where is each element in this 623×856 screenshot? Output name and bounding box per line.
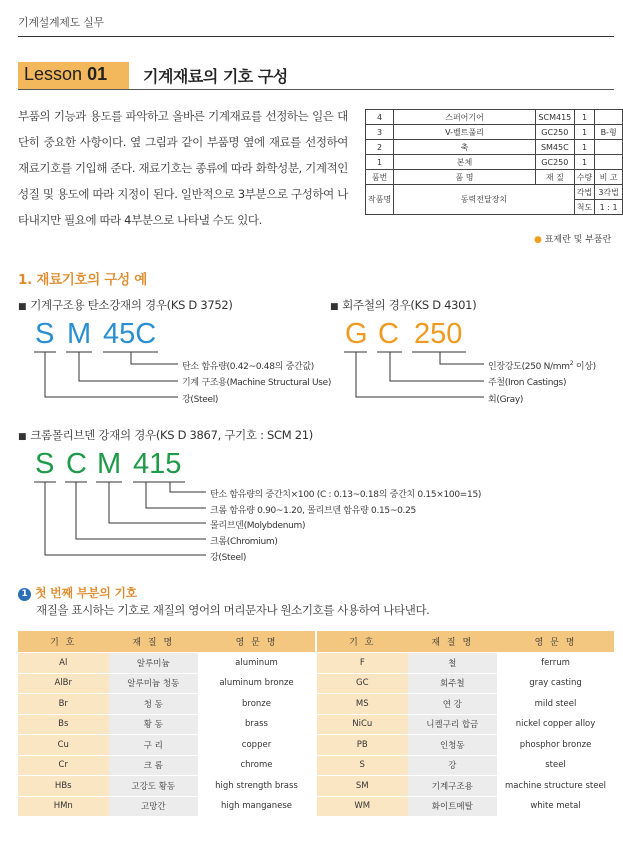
method-label: 각법 xyxy=(574,185,594,200)
caption-text: 표제란 및 부품란 xyxy=(544,235,612,245)
material-cell: 청 동 xyxy=(109,694,199,714)
first-part-heading xyxy=(18,584,137,601)
part-qty: 1 xyxy=(574,110,594,125)
material-cell: 니켈구리 합금 xyxy=(408,715,498,735)
table-row xyxy=(18,776,614,796)
symbol-cell: HBs xyxy=(18,776,109,796)
material-cell: 철 xyxy=(408,653,498,673)
symbol-table-body xyxy=(18,653,614,816)
square-bullet-icon: ■ xyxy=(18,302,27,312)
scm-leader-carbon xyxy=(170,482,206,492)
header-name: 품 명 xyxy=(394,170,536,185)
material-cell: 강 xyxy=(408,756,498,776)
english-cell: aluminum xyxy=(198,653,315,673)
gc-label-tail: 이상) xyxy=(573,362,596,372)
sm-leader-carbon xyxy=(131,352,178,364)
sm-label-steel: 강(Steel) xyxy=(182,395,219,405)
table-row xyxy=(18,653,614,673)
col-english: 영 문 명 xyxy=(198,631,315,652)
gc-part-g: G xyxy=(345,318,368,350)
english-cell: white metal xyxy=(497,797,614,817)
intro-paragraph: 부품의 기능과 용도를 파악하고 올바른 기계재료를 선정하는 일은 대단히 중요한 사항이다. 옆 그림과 같이 부품명 옆에 재료를 선정하여 재료기호를 기입해 준다. 재료기호는 종류에 따라 화학성분, 기계적인 성질 및 용도에 따라 지정이 된다. 일반적으로 3부분으로 구성하여 나타내지만 필요에 따라 4부분으로 나타낼 수도 있다. xyxy=(18,109,348,227)
lesson-number: 01 xyxy=(87,64,108,84)
symbol-cell: GC xyxy=(317,674,408,694)
material-cell: 크 롬 xyxy=(109,756,199,776)
gc-label-tensile-text: 인장강도(250 N/mm xyxy=(488,362,570,372)
english-cell: ferrum xyxy=(497,653,614,673)
part-qty: 1 xyxy=(574,140,594,155)
part-material: SM45C xyxy=(535,140,574,155)
symbol-cell: Al xyxy=(18,653,109,673)
english-cell: mild steel xyxy=(497,694,614,714)
english-cell: phosphor bronze xyxy=(497,735,614,755)
symbol-cell: WM xyxy=(317,797,408,817)
gc-label-gray: 회(Gray) xyxy=(488,395,524,405)
sm-leader-machine xyxy=(79,352,178,381)
part-no: 2 xyxy=(366,140,394,155)
sm-part-s: S xyxy=(35,318,55,350)
gc-leader-cast xyxy=(390,352,484,381)
lesson-title: 기계재료의 기호 구성 xyxy=(143,67,288,86)
first-part-description: 재질을 표시하는 기호로 재질의 영어의 머리문자나 원소기호를 사용하여 나타낸다. xyxy=(36,603,430,617)
example-scm-heading-text: 크롬몰리브덴 강재의 경우(KS D 3867, 구기호 : SCM 21) xyxy=(30,428,313,442)
scm-part-415: 415 xyxy=(133,448,182,480)
scale-label: 척도 xyxy=(574,200,594,215)
scm-leader-molybdenum xyxy=(109,482,206,523)
number-circle-icon: 1 xyxy=(18,588,31,601)
part-no: 1 xyxy=(366,155,394,170)
part-name: 축 xyxy=(394,140,536,155)
square-bullet-icon: ■ xyxy=(18,432,27,442)
header-qty: 수량 xyxy=(574,170,594,185)
part-note: B-형 xyxy=(595,125,623,140)
symbol-cell: Cr xyxy=(18,756,109,776)
example-sm-heading-text: 기계구조용 탄소강재의 경우(KS D 3752) xyxy=(30,298,233,312)
english-cell: high manganese xyxy=(198,797,315,817)
symbol-cell: MS xyxy=(317,694,408,714)
part-name: 스퍼어기어 xyxy=(394,110,536,125)
english-cell: steel xyxy=(497,756,614,776)
english-cell: high strength brass xyxy=(198,776,315,796)
gc-part-c: C xyxy=(378,318,399,350)
part-no: 4 xyxy=(366,110,394,125)
first-part-title: 첫 번째 부분의 기호 xyxy=(35,586,137,600)
part-material: GC250 xyxy=(535,125,574,140)
table-row xyxy=(18,715,614,735)
symbol-cell: SM xyxy=(317,776,408,796)
example-gc-heading-text: 회주철의 경우(KS D 4301) xyxy=(342,298,477,312)
section-title: 1. 재료기호의 구성 예 xyxy=(18,272,148,288)
scm-leader-chromium xyxy=(76,482,206,539)
header-note: 비 고 xyxy=(595,170,623,185)
sm-part-45c: 45C xyxy=(103,318,157,350)
col-symbol: 기 호 xyxy=(317,631,408,652)
scm-label-carbon: 탄소 함유량의 중간치×100 (C : 0.13~0.18의 중간치 0.15×100=15) xyxy=(210,490,482,500)
part-qty: 1 xyxy=(574,125,594,140)
symbol-cell: Bs xyxy=(18,715,109,735)
english-cell: copper xyxy=(198,735,315,755)
lesson-word: Lesson xyxy=(24,64,83,84)
symbol-cell: AlBr xyxy=(18,674,109,694)
material-cell: 화이트메탈 xyxy=(408,797,498,817)
col-english: 영 문 명 xyxy=(497,631,614,652)
part-name: 본체 xyxy=(394,155,536,170)
scm-label-steel: 강(Steel) xyxy=(210,553,247,563)
table-row xyxy=(18,735,614,755)
material-cell: 회주철 xyxy=(408,674,498,694)
header-material: 재 질 xyxy=(535,170,574,185)
english-cell: nickel copper alloy xyxy=(497,715,614,735)
material-cell: 고강도 황동 xyxy=(109,776,199,796)
scm-part-s: S xyxy=(35,448,55,480)
material-cell: 연 강 xyxy=(408,694,498,714)
square-bullet-icon: ■ xyxy=(330,302,339,312)
scm-leader-steel xyxy=(45,482,206,555)
symbol-table-header xyxy=(18,631,614,652)
material-cell: 기계구조용 xyxy=(408,776,498,796)
english-cell: aluminum bronze xyxy=(198,674,315,694)
col-symbol: 기 호 xyxy=(18,631,109,652)
scm-label-molybdenum: 몰리브덴(Molybdenum) xyxy=(210,521,306,531)
symbol-cell: PB xyxy=(317,735,408,755)
symbol-table xyxy=(18,630,614,817)
running-header: 기계설계제도 실무 xyxy=(18,16,104,29)
header-no: 품번 xyxy=(366,170,394,185)
scm-part-m: M xyxy=(97,448,122,480)
col-material: 재 질 명 xyxy=(408,631,498,652)
part-no: 3 xyxy=(366,125,394,140)
gc-label-sup: 2 xyxy=(569,360,574,367)
col-material: 재 질 명 xyxy=(109,631,199,652)
part-material: GC250 xyxy=(535,155,574,170)
material-cell: 구 리 xyxy=(109,735,199,755)
english-cell: brass xyxy=(198,715,315,735)
english-cell: chrome xyxy=(198,756,315,776)
table-row xyxy=(18,797,614,817)
material-cell: 알루미늄 청동 xyxy=(109,674,199,694)
gc-leader-gray xyxy=(356,352,484,397)
table-row xyxy=(18,756,614,776)
sm-label-machine: 기계 구조용(Machine Structural Use) xyxy=(182,378,332,388)
symbol-cell: HMn xyxy=(18,797,109,817)
sm-leader-steel xyxy=(45,352,178,397)
english-cell: gray casting xyxy=(497,674,614,694)
gc-leader-tensile xyxy=(440,352,484,364)
sm-label-carbon: 탄소 함유량(0.42~0.48의 중간값) xyxy=(182,362,315,372)
material-cell: 고망간 xyxy=(109,797,199,817)
scm-label-chromium: 크롬(Chromium) xyxy=(210,537,278,547)
scm-part-c: C xyxy=(66,448,87,480)
table-row xyxy=(18,674,614,694)
material-cell: 인청동 xyxy=(408,735,498,755)
gc-label-cast: 주철(Iron Castings) xyxy=(488,378,567,388)
symbol-cell: F xyxy=(317,653,408,673)
symbol-cell: Cu xyxy=(18,735,109,755)
symbol-cell: S xyxy=(317,756,408,776)
material-cell: 알루미늄 xyxy=(109,653,199,673)
part-qty: 1 xyxy=(574,155,594,170)
part-material: SCM415 xyxy=(535,110,574,125)
scale-value: 1 : 1 xyxy=(595,200,623,215)
part-name: V-벨트풀리 xyxy=(394,125,536,140)
english-cell: machine structure steel xyxy=(497,776,614,796)
work-name: 동력전달장치 xyxy=(394,185,575,215)
sm-part-m: M xyxy=(67,318,92,350)
symbol-cell: Br xyxy=(18,694,109,714)
english-cell: bronze xyxy=(198,694,315,714)
gc-part-250: 250 xyxy=(414,318,463,350)
symbol-cell: NiCu xyxy=(317,715,408,735)
scm-leader-content xyxy=(146,482,206,508)
material-cell: 황 동 xyxy=(109,715,199,735)
work-label: 작품명 xyxy=(366,185,394,215)
scm-label-content: 크롬 함유량 0.90~1.20, 몰리브덴 함유량 0.15~0.25 xyxy=(210,506,416,516)
bullet-dot-icon: ● xyxy=(534,235,542,245)
table-row xyxy=(18,694,614,714)
method-value: 3각법 xyxy=(595,185,623,200)
